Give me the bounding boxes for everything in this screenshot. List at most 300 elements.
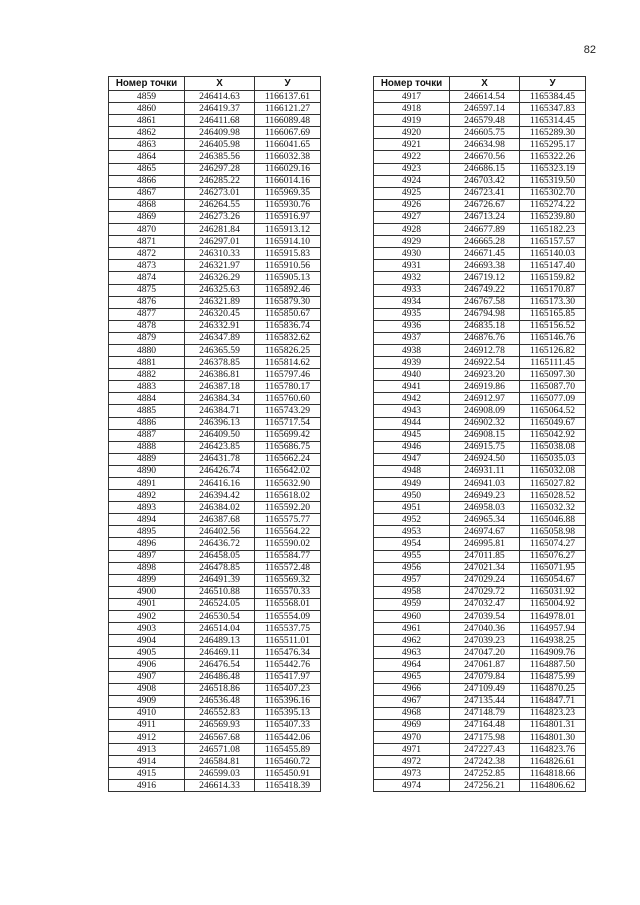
table-row	[374, 647, 586, 659]
y-coordinate-cell: 1165442.76	[255, 659, 321, 671]
x-coordinate-cell: 246416.16	[185, 478, 255, 490]
y-coordinate-cell: 1164806.62	[520, 780, 586, 792]
x-coordinate-cell: 247227.43	[450, 744, 520, 756]
coordinates-table-left	[108, 76, 321, 792]
table-header-row	[374, 77, 586, 91]
x-coordinate-cell: 246569.93	[185, 719, 255, 731]
y-coordinate-cell: 1165836.74	[255, 320, 321, 332]
point-number-cell: 4918	[374, 103, 450, 115]
table-row	[374, 236, 586, 248]
table-row	[374, 478, 586, 490]
header-point-number: Номер точки	[374, 77, 450, 91]
y-coordinate-cell: 1165182.23	[520, 224, 586, 236]
point-number-cell: 4896	[109, 538, 185, 550]
table-row	[374, 272, 586, 284]
y-coordinate-cell: 1165028.52	[520, 490, 586, 502]
point-number-cell: 4870	[109, 224, 185, 236]
table-row	[374, 127, 586, 139]
y-coordinate-cell: 1165239.80	[520, 211, 586, 223]
table-row	[374, 562, 586, 574]
y-coordinate-cell: 1164818.66	[520, 768, 586, 780]
table-row	[109, 187, 321, 199]
x-coordinate-cell: 246332.91	[185, 320, 255, 332]
y-coordinate-cell: 1165780.17	[255, 381, 321, 393]
table-row	[374, 756, 586, 768]
y-coordinate-cell: 1165584.77	[255, 550, 321, 562]
y-coordinate-cell: 1165642.02	[255, 465, 321, 477]
table-row	[374, 344, 586, 356]
point-number-cell: 4959	[374, 598, 450, 610]
x-coordinate-cell: 247047.20	[450, 647, 520, 659]
point-number-cell: 4903	[109, 623, 185, 635]
point-number-cell: 4862	[109, 127, 185, 139]
x-coordinate-cell: 246923.20	[450, 369, 520, 381]
y-coordinate-cell: 1166041.65	[255, 139, 321, 151]
point-number-cell: 4859	[109, 91, 185, 103]
table-row	[374, 538, 586, 550]
table-row	[109, 381, 321, 393]
table-row	[374, 780, 586, 792]
y-coordinate-cell: 1166137.61	[255, 91, 321, 103]
x-coordinate-cell: 246958.03	[450, 502, 520, 514]
y-coordinate-cell: 1165417.97	[255, 671, 321, 683]
x-coordinate-cell: 246431.78	[185, 453, 255, 465]
x-coordinate-cell: 246908.09	[450, 405, 520, 417]
y-coordinate-cell: 1165042.92	[520, 429, 586, 441]
y-coordinate-cell: 1165064.52	[520, 405, 586, 417]
y-coordinate-cell: 1164801.31	[520, 719, 586, 731]
header-x: X	[185, 77, 255, 91]
table-row	[374, 502, 586, 514]
point-number-cell: 4897	[109, 550, 185, 562]
x-coordinate-cell: 246974.67	[450, 526, 520, 538]
y-coordinate-cell: 1165140.03	[520, 248, 586, 260]
table-row	[374, 719, 586, 731]
point-number-cell: 4864	[109, 151, 185, 163]
table-row	[109, 357, 321, 369]
point-number-cell: 4869	[109, 211, 185, 223]
header-point-number: Номер точки	[109, 77, 185, 91]
x-coordinate-cell: 246384.71	[185, 405, 255, 417]
x-coordinate-cell: 247029.24	[450, 574, 520, 586]
x-coordinate-cell: 246326.29	[185, 272, 255, 284]
x-coordinate-cell: 246902.32	[450, 417, 520, 429]
y-coordinate-cell: 1165314.45	[520, 115, 586, 127]
y-coordinate-cell: 1165407.33	[255, 719, 321, 731]
point-number-cell: 4887	[109, 429, 185, 441]
x-coordinate-cell: 246677.89	[450, 224, 520, 236]
point-number-cell: 4945	[374, 429, 450, 441]
point-number-cell: 4933	[374, 284, 450, 296]
table-row	[109, 236, 321, 248]
table-row	[109, 731, 321, 743]
table-row	[109, 623, 321, 635]
point-number-cell: 4912	[109, 731, 185, 743]
table-row	[374, 707, 586, 719]
table-row	[109, 453, 321, 465]
point-number-cell: 4972	[374, 756, 450, 768]
point-number-cell: 4892	[109, 490, 185, 502]
x-coordinate-cell: 246915.75	[450, 441, 520, 453]
x-coordinate-cell: 246693.38	[450, 260, 520, 272]
point-number-cell: 4884	[109, 393, 185, 405]
point-number-cell: 4894	[109, 514, 185, 526]
table-row	[109, 562, 321, 574]
point-number-cell: 4947	[374, 453, 450, 465]
point-number-cell: 4952	[374, 514, 450, 526]
table-row	[109, 320, 321, 332]
y-coordinate-cell: 1165170.87	[520, 284, 586, 296]
point-number-cell: 4904	[109, 635, 185, 647]
y-coordinate-cell: 1165407.23	[255, 683, 321, 695]
point-number-cell: 4960	[374, 611, 450, 623]
point-number-cell: 4860	[109, 103, 185, 115]
table-row	[374, 139, 586, 151]
x-coordinate-cell: 246325.63	[185, 284, 255, 296]
y-coordinate-cell: 1165032.32	[520, 502, 586, 514]
y-coordinate-cell: 1164823.23	[520, 707, 586, 719]
y-coordinate-cell: 1165323.19	[520, 163, 586, 175]
point-number-cell: 4949	[374, 478, 450, 490]
y-coordinate-cell: 1165071.95	[520, 562, 586, 574]
x-coordinate-cell: 247252.85	[450, 768, 520, 780]
table-row	[109, 308, 321, 320]
y-coordinate-cell: 1166029.16	[255, 163, 321, 175]
point-number-cell: 4970	[374, 731, 450, 743]
x-coordinate-cell: 246536.48	[185, 695, 255, 707]
table-row	[374, 91, 586, 103]
point-number-cell: 4888	[109, 441, 185, 453]
point-number-cell: 4901	[109, 598, 185, 610]
y-coordinate-cell: 1165076.27	[520, 550, 586, 562]
point-number-cell: 4863	[109, 139, 185, 151]
y-coordinate-cell: 1165347.83	[520, 103, 586, 115]
x-coordinate-cell: 246478.85	[185, 562, 255, 574]
table-row	[109, 405, 321, 417]
x-coordinate-cell: 246584.81	[185, 756, 255, 768]
x-coordinate-cell: 246634.98	[450, 139, 520, 151]
y-coordinate-cell: 1165156.52	[520, 320, 586, 332]
y-coordinate-cell: 1165046.88	[520, 514, 586, 526]
x-coordinate-cell: 246409.50	[185, 429, 255, 441]
x-coordinate-cell: 246411.68	[185, 115, 255, 127]
y-coordinate-cell: 1166014.16	[255, 175, 321, 187]
point-number-cell: 4974	[374, 780, 450, 792]
point-number-cell: 4919	[374, 115, 450, 127]
y-coordinate-cell: 1165126.82	[520, 344, 586, 356]
table-row	[374, 768, 586, 780]
x-coordinate-cell: 246719.12	[450, 272, 520, 284]
table-row	[109, 538, 321, 550]
point-number-cell: 4906	[109, 659, 185, 671]
y-coordinate-cell: 1165569.32	[255, 574, 321, 586]
y-coordinate-cell: 1165077.09	[520, 393, 586, 405]
point-number-cell: 4968	[374, 707, 450, 719]
x-coordinate-cell: 246749.22	[450, 284, 520, 296]
x-coordinate-cell: 246614.33	[185, 780, 255, 792]
x-coordinate-cell: 246670.56	[450, 151, 520, 163]
x-coordinate-cell: 246486.48	[185, 671, 255, 683]
y-coordinate-cell: 1165568.01	[255, 598, 321, 610]
y-coordinate-cell: 1165302.70	[520, 187, 586, 199]
table-row	[109, 332, 321, 344]
point-number-cell: 4889	[109, 453, 185, 465]
y-coordinate-cell: 1165699.42	[255, 429, 321, 441]
y-coordinate-cell: 1165618.02	[255, 490, 321, 502]
x-coordinate-cell: 246273.26	[185, 211, 255, 223]
y-coordinate-cell: 1165832.62	[255, 332, 321, 344]
y-coordinate-cell: 1164801.30	[520, 731, 586, 743]
x-coordinate-cell: 247135.44	[450, 695, 520, 707]
table-row	[374, 683, 586, 695]
y-coordinate-cell: 1165396.16	[255, 695, 321, 707]
point-number-cell: 4914	[109, 756, 185, 768]
x-coordinate-cell: 246273.01	[185, 187, 255, 199]
y-coordinate-cell: 1165632.90	[255, 478, 321, 490]
table-row	[374, 103, 586, 115]
point-number-cell: 4941	[374, 381, 450, 393]
x-coordinate-cell: 247040.36	[450, 623, 520, 635]
table-row	[109, 586, 321, 598]
y-coordinate-cell: 1165289.30	[520, 127, 586, 139]
point-number-cell: 4867	[109, 187, 185, 199]
point-number-cell: 4944	[374, 417, 450, 429]
y-coordinate-cell: 1165147.40	[520, 260, 586, 272]
y-coordinate-cell: 1165058.98	[520, 526, 586, 538]
y-coordinate-cell: 1165159.82	[520, 272, 586, 284]
y-coordinate-cell: 1165572.48	[255, 562, 321, 574]
table-row	[109, 683, 321, 695]
x-coordinate-cell: 246297.28	[185, 163, 255, 175]
point-number-cell: 4882	[109, 369, 185, 381]
page-number: 82	[583, 44, 596, 56]
y-coordinate-cell: 1165592.20	[255, 502, 321, 514]
x-coordinate-cell: 247039.23	[450, 635, 520, 647]
x-coordinate-cell: 246571.08	[185, 744, 255, 756]
table-row	[374, 453, 586, 465]
header-y: У	[520, 77, 586, 91]
table-row	[374, 695, 586, 707]
point-number-cell: 4962	[374, 635, 450, 647]
point-number-cell: 4917	[374, 91, 450, 103]
point-number-cell: 4921	[374, 139, 450, 151]
y-coordinate-cell: 1165476.34	[255, 647, 321, 659]
y-coordinate-cell: 1164978.01	[520, 611, 586, 623]
x-coordinate-cell: 246552.83	[185, 707, 255, 719]
point-number-cell: 4956	[374, 562, 450, 574]
y-coordinate-cell: 1165797.46	[255, 369, 321, 381]
point-number-cell: 4957	[374, 574, 450, 586]
x-coordinate-cell: 246409.98	[185, 127, 255, 139]
y-coordinate-cell: 1165686.75	[255, 441, 321, 453]
table-row	[374, 405, 586, 417]
table-row	[374, 514, 586, 526]
table-row	[109, 296, 321, 308]
y-coordinate-cell: 1165027.82	[520, 478, 586, 490]
point-number-cell: 4948	[374, 465, 450, 477]
table-row	[374, 175, 586, 187]
y-coordinate-cell: 1165913.12	[255, 224, 321, 236]
table-row	[374, 623, 586, 635]
y-coordinate-cell: 1165662.24	[255, 453, 321, 465]
point-number-cell: 4895	[109, 526, 185, 538]
table-row	[374, 598, 586, 610]
point-number-cell: 4875	[109, 284, 185, 296]
table-row	[374, 635, 586, 647]
x-coordinate-cell: 246402.56	[185, 526, 255, 538]
point-number-cell: 4890	[109, 465, 185, 477]
y-coordinate-cell: 1165814.62	[255, 357, 321, 369]
point-number-cell: 4911	[109, 719, 185, 731]
table-row	[109, 635, 321, 647]
x-coordinate-cell: 246387.18	[185, 381, 255, 393]
table-row	[109, 671, 321, 683]
y-coordinate-cell: 1166121.27	[255, 103, 321, 115]
x-coordinate-cell: 246297.01	[185, 236, 255, 248]
x-coordinate-cell: 246922.54	[450, 357, 520, 369]
x-coordinate-cell: 246396.13	[185, 417, 255, 429]
x-coordinate-cell: 246726.67	[450, 199, 520, 211]
table-row	[374, 115, 586, 127]
point-number-cell: 4878	[109, 320, 185, 332]
x-coordinate-cell: 246385.56	[185, 151, 255, 163]
x-coordinate-cell: 246912.97	[450, 393, 520, 405]
x-coordinate-cell: 246794.98	[450, 308, 520, 320]
table-row	[109, 224, 321, 236]
point-number-cell: 4964	[374, 659, 450, 671]
y-coordinate-cell: 1165910.56	[255, 260, 321, 272]
point-number-cell: 4940	[374, 369, 450, 381]
x-coordinate-cell: 246703.42	[450, 175, 520, 187]
x-coordinate-cell: 246723.41	[450, 187, 520, 199]
y-coordinate-cell: 1165097.30	[520, 369, 586, 381]
x-coordinate-cell: 246599.03	[185, 768, 255, 780]
y-coordinate-cell: 1165274.22	[520, 199, 586, 211]
x-coordinate-cell: 246405.98	[185, 139, 255, 151]
x-coordinate-cell: 246686.15	[450, 163, 520, 175]
point-number-cell: 4885	[109, 405, 185, 417]
y-coordinate-cell: 1164847.71	[520, 695, 586, 707]
table-row	[374, 586, 586, 598]
point-number-cell: 4886	[109, 417, 185, 429]
y-coordinate-cell: 1165914.10	[255, 236, 321, 248]
table-row	[374, 332, 586, 344]
y-coordinate-cell: 1165915.83	[255, 248, 321, 260]
point-number-cell: 4967	[374, 695, 450, 707]
x-coordinate-cell: 247079.84	[450, 671, 520, 683]
point-number-cell: 4881	[109, 357, 185, 369]
y-coordinate-cell: 1164870.25	[520, 683, 586, 695]
point-number-cell: 4942	[374, 393, 450, 405]
table-row	[109, 526, 321, 538]
x-coordinate-cell: 246941.03	[450, 478, 520, 490]
point-number-cell: 4880	[109, 344, 185, 356]
table-row	[374, 284, 586, 296]
table-row	[109, 719, 321, 731]
x-coordinate-cell: 246567.68	[185, 731, 255, 743]
table-row	[109, 260, 321, 272]
x-coordinate-cell: 246767.58	[450, 296, 520, 308]
y-coordinate-cell: 1165319.50	[520, 175, 586, 187]
y-coordinate-cell: 1165969.35	[255, 187, 321, 199]
table-row	[109, 163, 321, 175]
table-row	[109, 744, 321, 756]
x-coordinate-cell: 246469.11	[185, 647, 255, 659]
table-row	[374, 441, 586, 453]
y-coordinate-cell: 1165554.09	[255, 611, 321, 623]
x-coordinate-cell: 247175.98	[450, 731, 520, 743]
point-number-cell: 4946	[374, 441, 450, 453]
table-row	[109, 780, 321, 792]
y-coordinate-cell: 1165074.27	[520, 538, 586, 550]
table-row	[109, 115, 321, 127]
table-row	[109, 768, 321, 780]
x-coordinate-cell: 246264.55	[185, 199, 255, 211]
header-y: У	[255, 77, 321, 91]
point-number-cell: 4965	[374, 671, 450, 683]
x-coordinate-cell: 247029.72	[450, 586, 520, 598]
point-number-cell: 4951	[374, 502, 450, 514]
point-number-cell: 4872	[109, 248, 185, 260]
table-row	[374, 187, 586, 199]
x-coordinate-cell: 246597.14	[450, 103, 520, 115]
table-row	[374, 296, 586, 308]
point-number-cell: 4871	[109, 236, 185, 248]
point-number-cell: 4866	[109, 175, 185, 187]
x-coordinate-cell: 246924.50	[450, 453, 520, 465]
y-coordinate-cell: 1165442.06	[255, 731, 321, 743]
x-coordinate-cell: 246310.33	[185, 248, 255, 260]
y-coordinate-cell: 1165455.89	[255, 744, 321, 756]
x-coordinate-cell: 246995.81	[450, 538, 520, 550]
point-number-cell: 4883	[109, 381, 185, 393]
table-row	[109, 248, 321, 260]
y-coordinate-cell: 1165004.92	[520, 598, 586, 610]
table-row	[109, 598, 321, 610]
y-coordinate-cell: 1165157.57	[520, 236, 586, 248]
x-coordinate-cell: 246414.63	[185, 91, 255, 103]
x-coordinate-cell: 246524.05	[185, 598, 255, 610]
table-row	[374, 465, 586, 477]
x-coordinate-cell: 247164.48	[450, 719, 520, 731]
table-row	[109, 695, 321, 707]
point-number-cell: 4931	[374, 260, 450, 272]
x-coordinate-cell: 246320.45	[185, 308, 255, 320]
x-coordinate-cell: 246321.89	[185, 296, 255, 308]
point-number-cell: 4927	[374, 211, 450, 223]
y-coordinate-cell: 1165038.08	[520, 441, 586, 453]
table-row	[109, 199, 321, 211]
point-number-cell: 4924	[374, 175, 450, 187]
y-coordinate-cell: 1164826.61	[520, 756, 586, 768]
x-coordinate-cell: 246387.68	[185, 514, 255, 526]
table-row	[374, 308, 586, 320]
x-coordinate-cell: 246614.54	[450, 91, 520, 103]
point-number-cell: 4876	[109, 296, 185, 308]
point-number-cell: 4873	[109, 260, 185, 272]
table-row	[109, 103, 321, 115]
table-row	[374, 369, 586, 381]
x-coordinate-cell: 246285.22	[185, 175, 255, 187]
y-coordinate-cell: 1165537.75	[255, 623, 321, 635]
x-coordinate-cell: 246426.74	[185, 465, 255, 477]
table-row	[374, 731, 586, 743]
point-number-cell: 4900	[109, 586, 185, 598]
y-coordinate-cell: 1165916.97	[255, 211, 321, 223]
table-row	[109, 175, 321, 187]
point-number-cell: 4891	[109, 478, 185, 490]
x-coordinate-cell: 246530.54	[185, 611, 255, 623]
